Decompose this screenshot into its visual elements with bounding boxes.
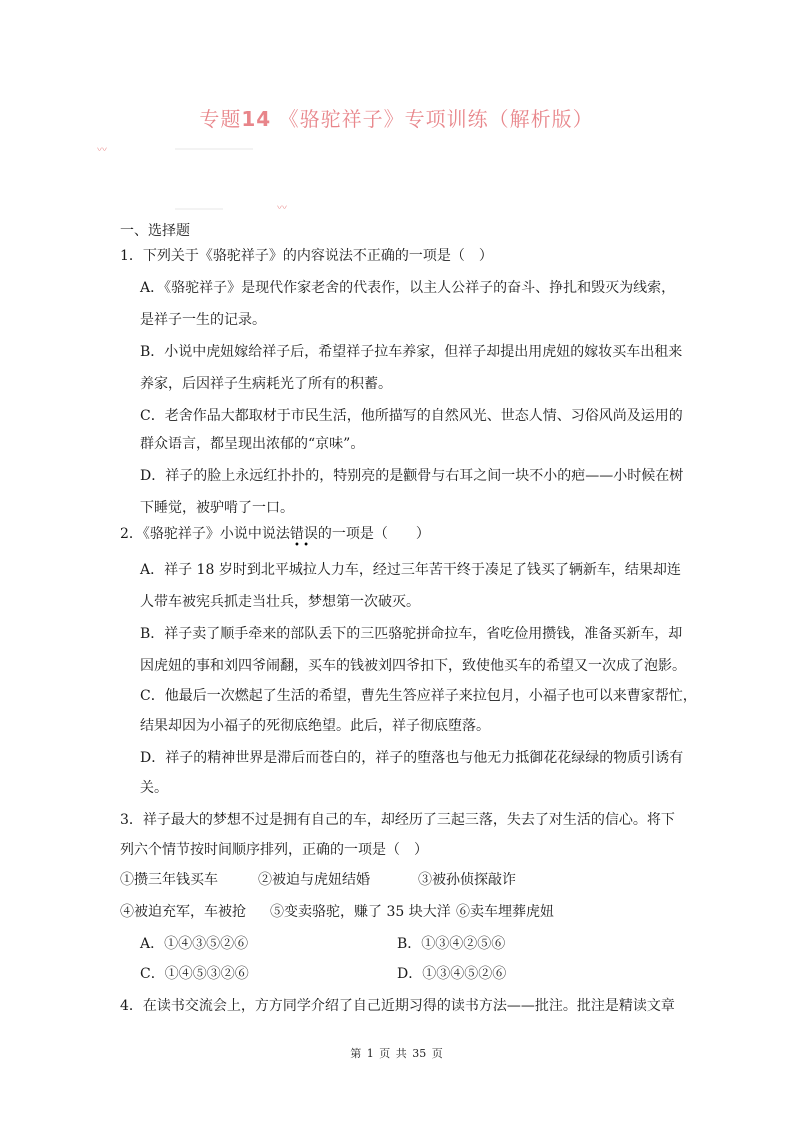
emphasis-dots: • • (294, 540, 309, 551)
event-item: ④被迫充军，车被抢 (120, 904, 246, 920)
event-item: ①攒三年钱买车 (120, 872, 218, 888)
faint-mark (175, 148, 253, 150)
option-line: C．他最后一次燃起了生活的希望，曹先生答应祥子来拉包月，小福子也可以来曹家帮忙， (140, 688, 697, 704)
question-stem: 1．下列关于《骆驼祥子》的内容说法不正确的一项是（ ） (120, 248, 493, 264)
event-item: ⑥卖车埋葬虎妞 (456, 904, 554, 920)
option-line: D．祥子的精神世界是滞后而苍白的，祥子的堕落也与他无力抵御花花绿绿的物质引诱有 (140, 750, 684, 766)
option-line: 群众语言，都呈现出浓郁的“京味”。 (140, 436, 365, 452)
faint-mark (175, 208, 223, 210)
option-line: 是祥子一生的记录。 (140, 312, 266, 328)
choice-a: A．①④③⑤②⑥ (140, 936, 249, 952)
option-line: A．祥子 18 岁时到北平城拉人力车，经过三年苦干终于凑足了钱买了辆新车，结果却连 (140, 562, 681, 578)
option-line: B．小说中虎妞嫁给祥子后，希望祥子拉车养家，但祥子却提出用虎妞的嫁妆买车出租来 (140, 344, 683, 360)
question-stem: 3．祥子最大的梦想不过是拥有自己的车，却经历了三起三落，失去了对生活的信心。将下 (120, 812, 675, 828)
option-line: A．《骆驼祥子》是现代作家老舍的代表作，以主人公祥子的奋斗、挣扎和毁灭为线索， (140, 280, 676, 296)
event-item: ⑤变卖骆驼，赚了 35 块大洋 (270, 904, 451, 920)
option-line: 下睡觉，被驴啃了一口。 (140, 500, 294, 516)
page-footer: 第 1 页 共 35 页 (350, 1047, 443, 1060)
question-stem: 4．在读书交流会上，方方同学介绍了自己近期习得的读书方法——批注。批注是精读文章 (120, 998, 675, 1014)
event-item: ②被迫与虎妞结婚 (258, 872, 370, 888)
choice-d: D．①③④⑤②⑥ (397, 966, 507, 982)
squiggle-decoration: 〰 (97, 145, 107, 156)
option-line: C．老舍作品大都取材于市民生活，他所描写的自然风光、世态人情、习俗风尚及运用的 (140, 408, 683, 424)
section-heading: 一、选择题 (120, 223, 190, 239)
question-stem: 列六个情节按时间顺序排列，正确的一项是（ ） (120, 842, 428, 858)
option-line: 关。 (140, 780, 168, 796)
choice-c: C．①④⑤③②⑥ (140, 966, 249, 982)
squiggle-decoration: 〰 (277, 203, 287, 214)
question-stem: 2．《骆驼祥子》小说中说法错误的一项是（ ） (120, 526, 430, 542)
option-line: 养家，后因祥子生病耗光了所有的积蓄。 (140, 376, 392, 392)
option-line: D．祥子的脸上永远红扑扑的，特别亮的是颧骨与右耳之间一块不小的疤——小时候在树 (140, 468, 684, 484)
option-line: 因虎妞的事和刘四爷闹翻，买车的钱被刘四爷扣下，致使他买车的希望又一次成了泡影。 (140, 658, 686, 674)
option-line: B．祥子卖了顺手牵来的部队丢下的三匹骆驼拼命拉车，省吃俭用攒钱，准备买新车，却 (140, 626, 683, 642)
option-line: 结果却因为小福子的死彻底绝望。此后，祥子彻底堕落。 (140, 718, 490, 734)
option-line: 人带车被宪兵抓走当壮兵，梦想第一次破灭。 (140, 594, 420, 610)
page-title: 专题14 《骆驼祥子》专项训练（解析版） (199, 107, 594, 131)
choice-b: B．①③④②⑤⑥ (397, 936, 506, 952)
event-item: ③被孙侦探敲诈 (418, 872, 516, 888)
